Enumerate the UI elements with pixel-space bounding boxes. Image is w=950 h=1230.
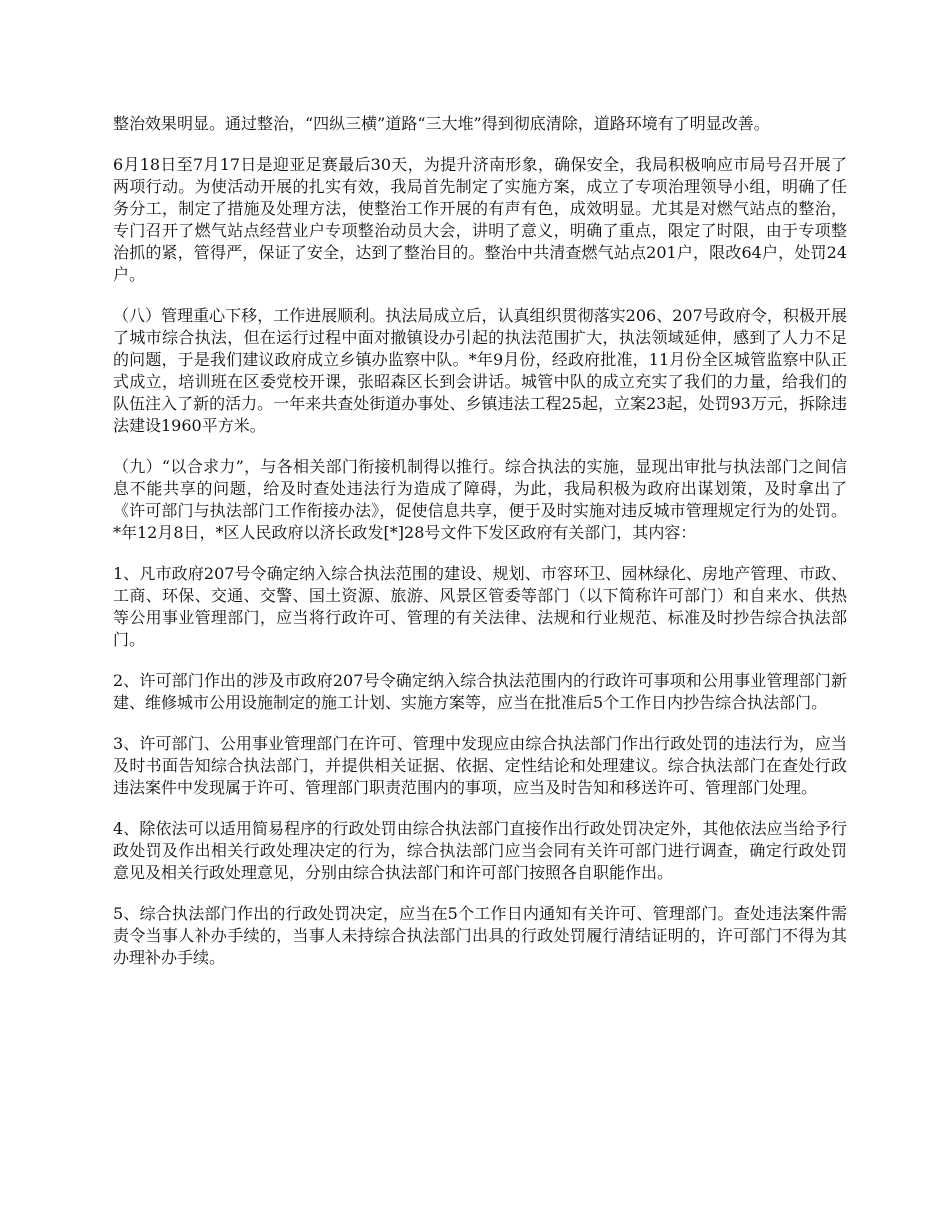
list-item-4: 4、除依法可以适用简易程序的行政处罚由综合执法部门直接作出行政处罚决定外，其他依法应当给予行政处罚及作出相关行政处理决定的行为，综合执法部门应当会同有关许可部门进行调查，确定行政处罚意见及相关行政处理意见，分别由综合执法部门和许可部门按照各自职能作出。 [113,819,847,882]
list-item-1: 1、凡市政府207号令确定纳入综合执法范围的建设、规划、市容环卫、园林绿化、房地产管理、市政、工商、环保、交通、交警、国土资源、旅游、风景区管委等部门（以下简称许可部门）和自来水、供热等公用事业管理部门，应当将行政许可、管理的有关法律、法规和行业规范、标准及时抄告综合执法部门。 [113,564,847,649]
paragraph-section-eight: （八）管理重心下移，工作进展顺利。执法局成立后，认真组织贯彻落实206、207号政府令，积极开展了城市综合执法，但在运行过程中面对撤镇设办引起的执法范围扩大，执法领域延伸，感到了人力不足的问题，于是我们建议政府成立乡镇办监察中队。*年9月份，经政府批准，11月份全区城管监察中队正式成立，培训班在区委党校开课，张昭森区长到会讲话。城管中队的成立充实了我们的力量，给我们的队伍注入了新的活力。一年来共查处街道办事处、乡镇违法工程25起，立案23起，处罚93万元，拆除违法建设1960平方米。 [113,306,847,435]
list-item-5: 5、综合执法部门作出的行政处罚决定，应当在5个工作日内通知有关许可、管理部门。查处违法案件需责令当事人补办手续的，当事人未持综合执法部门出具的行政处罚履行清结证明的，许可部门不得为其办理补办手续。 [113,904,847,967]
paragraph-road-rectification: 整治效果明显。通过整治，“四纵三横”道路“三大堆”得到彻底清除，道路环境有了明显改善。 [113,114,770,133]
paragraph-section-nine: （九）“以合求力”，与各相关部门衔接机制得以推行。综合执法的实施，显现出审批与执法部门之间信息不能共享的问题，给及时查处违法行为造成了障碍，为此，我局积极为政府出谋划策，及时拿出了《许可部门与执法部门工作衔接办法》，促使信息共享，便于及时实施对违反城市管理规定行为的处罚。*年12月8日，*区人民政府以济长政发[*]28号文件下发区政府有关部门，其内容： [113,457,847,542]
document-body [113,113,847,969]
paragraph-asian-cup-campaign: 6月18日至7月17日是迎亚足赛最后30天，为提升济南形象，确保安全，我局积极响应市局号召开展了两项行动。为使活动开展的扎实有效，我局首先制定了实施方案，成立了专项治理领导小组，明确了任务分工，制定了措施及处理方法，使整治工作开展的有声有色，成效明显。尤其是对燃气站点的整治，专门召开了燃气站点经营业户专项整治动员大会，讲明了意义，明确了重点，限定了时限，由于专项整治抓的紧，管得严，保证了安全，达到了整治目的。整治中共清查燃气站点201户，限改64户，处罚24户。 [113,155,847,284]
list-item-2: 2、许可部门作出的涉及市政府207号令确定纳入综合执法范围内的行政许可事项和公用事业管理部门新建、维修城市公用设施制定的施工计划、实施方案等，应当在批准后5个工作日内抄告综合执法部门。 [113,671,847,712]
list-item-3: 3、许可部门、公用事业管理部门在许可、管理中发现应由综合执法部门作出行政处罚的违法行为，应当及时书面告知综合执法部门，并提供相关证据、依据、定性结论和处理建议。综合执法部门在查处行政违法案件中发现属于许可、管理部门职责范围内的事项，应当及时告知和移送许可、管理部门处理。 [113,734,847,797]
